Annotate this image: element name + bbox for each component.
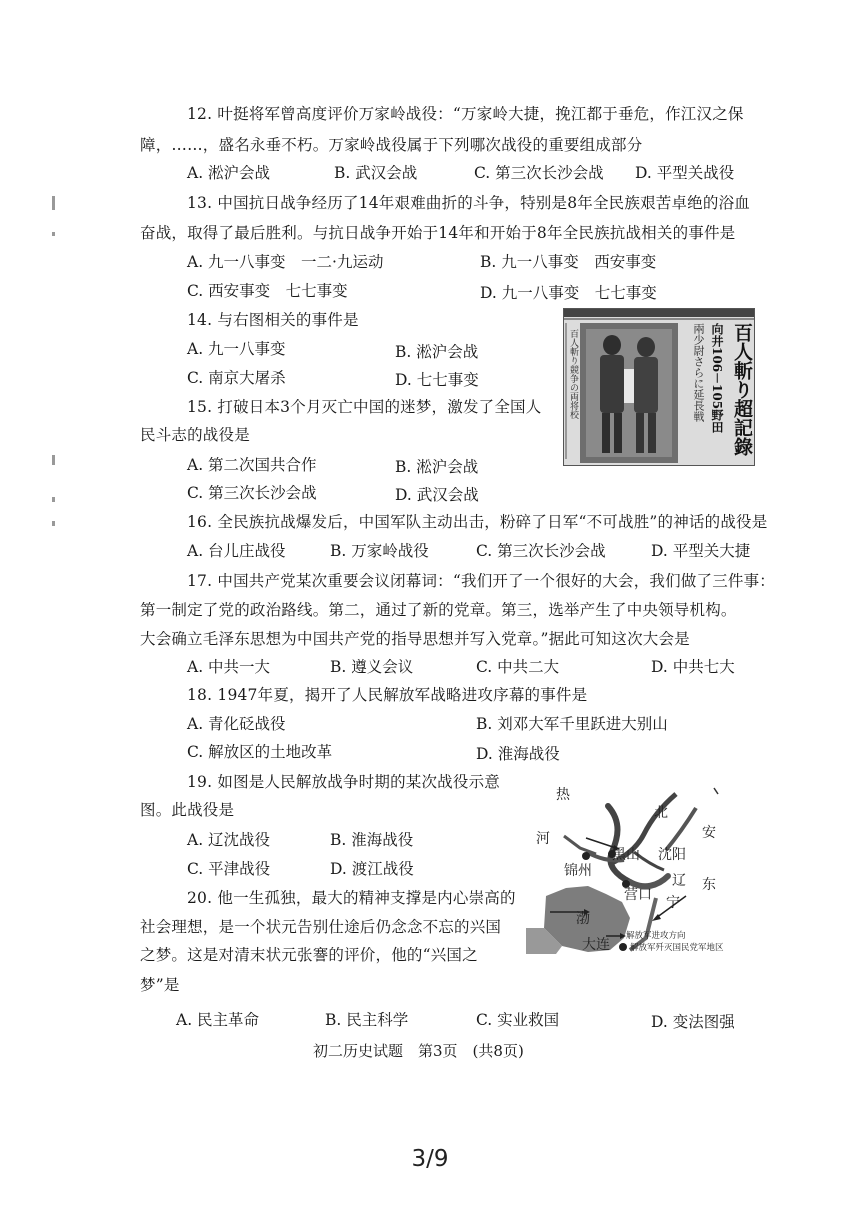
question-18-text: 18. 1947年夏，揭开了人民解放军战略进攻序幕的事件是 xyxy=(187,686,588,704)
option-c: C. 第三次长沙会战 xyxy=(474,164,604,182)
map-label-liao: 辽 xyxy=(672,873,686,889)
page-counter: 3/9 xyxy=(411,1146,449,1172)
page-footer: 初二历史试题 第3页 (共8页) xyxy=(313,1042,524,1060)
map-label-he: 河 xyxy=(536,831,550,847)
option-b: B. 刘邓大军千里跃进大别山 xyxy=(476,715,668,733)
option-a: A. 淞沪会战 xyxy=(187,164,271,182)
question-12-text: 12. 叶挺将军曾高度评价万家岭战役：“万家岭大捷，挽江都于垂危，作江汉之保 xyxy=(187,105,744,123)
binding-mark xyxy=(52,521,55,526)
binding-mark xyxy=(52,497,55,502)
option-a: A. 九一八事变 一二·九运动 xyxy=(187,253,384,271)
map-label-dalian: 大连 xyxy=(582,937,610,953)
option-c: C. 实业救国 xyxy=(476,1011,560,1029)
question-14-text: 14. 与右图相关的事件是 xyxy=(187,311,359,329)
newspaper-subheadline: 向井106－105野田 xyxy=(710,323,724,434)
question-12-text: 障，……，盛名永垂不朽。万家岭战役属于下列哪次战役的重要组成部分 xyxy=(140,136,643,154)
map-label-bei: 北 xyxy=(654,805,668,821)
binding-mark xyxy=(52,232,55,236)
question-19-text: 19. 如图是人民解放战争时期的某次战役示意 xyxy=(187,773,500,791)
question-16-text: 16. 全民族抗战爆发后，中国军队主动出击，粉碎了日军“不可战胜”的神话的战役是 xyxy=(187,513,768,531)
option-a: A. 辽沈战役 xyxy=(187,831,271,849)
question-17-text: 17. 中国共产党某次重要会议闭幕词：“我们开了一个很好的大会，我们做了三件事： xyxy=(187,572,776,590)
option-c: C. 第三次长沙会战 xyxy=(187,484,317,502)
option-a: A. 青化砭战役 xyxy=(187,715,286,733)
option-c: C. 第三次长沙会战 xyxy=(476,542,606,560)
option-c: C. 南京大屠杀 xyxy=(187,369,286,387)
question-13-text: 13. 中国抗日战争经历了14年艰难曲折的斗争，特别是8年全民族艰苦卓绝的浴血 xyxy=(187,194,750,212)
map-legend-arrow: 解放军进攻方向 xyxy=(626,931,686,941)
map-label-ning: 宁 xyxy=(666,895,680,911)
question-13-text: 奋战，取得了最后胜利。与抗日战争开始于14年和开始于8年全民族抗战相关的事件是 xyxy=(140,224,736,242)
option-b: B. 淞沪会战 xyxy=(395,458,479,476)
option-a: A. 中共一大 xyxy=(187,658,271,676)
option-b: B. 淮海战役 xyxy=(330,831,414,849)
binding-mark xyxy=(52,196,55,210)
option-c: C. 平津战役 xyxy=(187,860,271,878)
option-b: B. 万家岭战役 xyxy=(330,542,429,560)
question-20-text: 梦”是 xyxy=(140,976,180,994)
battle-map xyxy=(526,778,722,954)
newspaper-side-caption: 百人斬り競争の両将校 xyxy=(568,329,578,419)
map-label-bo: 渤 xyxy=(576,911,590,927)
option-a: A. 台儿庄战役 xyxy=(187,542,286,560)
question-17-text: 第一制定了党的政治路线。第二，通过了新的党章。第三，选举产生了中央领导机构。 xyxy=(140,601,737,619)
map-label-jinzhou: 锦州 xyxy=(564,863,592,879)
map-label-heishan: 黑山 xyxy=(612,847,640,863)
option-d: D. 七七事变 xyxy=(395,371,479,389)
map-label-dong: 东 xyxy=(702,877,716,893)
option-d: D. 九一八事变 七七事变 xyxy=(480,284,657,302)
option-a: A. 第二次国共合作 xyxy=(187,456,317,474)
map-legend-dot: 解放军歼灭国民党军地区 xyxy=(630,943,724,953)
map-label-shenyang: 沈阳 xyxy=(658,847,686,863)
option-d: D. 渡江战役 xyxy=(330,860,414,878)
option-d: D. 平型关战役 xyxy=(635,164,735,182)
newspaper-photo xyxy=(563,308,755,466)
option-b: B. 武汉会战 xyxy=(334,164,418,182)
question-17-text: 大会确立毛泽东思想为中国共产党的指导思想并写入党章。”据此可知这次大会是 xyxy=(140,630,690,648)
option-c: C. 中共二大 xyxy=(476,658,560,676)
binding-mark xyxy=(52,455,55,465)
question-20-text: 之梦。这是对清末状元张謇的评价，他的“兴国之 xyxy=(140,946,478,964)
option-c: C. 西安事变 七七事变 xyxy=(187,282,348,300)
option-d: D. 变法图强 xyxy=(651,1013,735,1031)
map-illustration xyxy=(526,778,722,954)
question-15-text: 民斗志的战役是 xyxy=(140,426,250,444)
option-d: D. 武汉会战 xyxy=(395,486,479,504)
map-label-an: 安 xyxy=(702,825,716,841)
map-label-re: 热 xyxy=(556,787,570,803)
option-b: B. 民主科学 xyxy=(325,1011,409,1029)
question-20-text: 社会理想，是一个状元告别仕途后仍念念不忘的兴国 xyxy=(140,918,502,936)
option-d: D. 淮海战役 xyxy=(476,745,560,763)
option-d: D. 平型关大捷 xyxy=(651,542,751,560)
map-label-yingkou: 营口 xyxy=(624,887,652,903)
option-d: D. 中共七大 xyxy=(651,658,735,676)
question-20-text: 20. 他一生孤独，最大的精神支撑是内心崇高的 xyxy=(187,889,516,907)
option-a: A. 九一八事变 xyxy=(187,340,286,358)
option-a: A. 民主革命 xyxy=(176,1011,260,1029)
newspaper-illustration xyxy=(564,309,754,465)
option-b: B. 遵义会议 xyxy=(330,658,414,676)
option-b: B. 淞沪会战 xyxy=(395,343,479,361)
option-c: C. 解放区的土地改革 xyxy=(187,743,333,761)
option-b: B. 九一八事变 西安事变 xyxy=(480,253,657,271)
question-15-text: 15. 打破日本3个月灭亡中国的迷梦，激发了全国人 xyxy=(187,398,542,416)
newspaper-headline: 百人斬り超記錄 xyxy=(731,323,753,456)
newspaper-subheadline: 兩少尉さらに延長戦 xyxy=(692,323,705,422)
question-19-text: 图。此战役是 xyxy=(140,801,235,819)
